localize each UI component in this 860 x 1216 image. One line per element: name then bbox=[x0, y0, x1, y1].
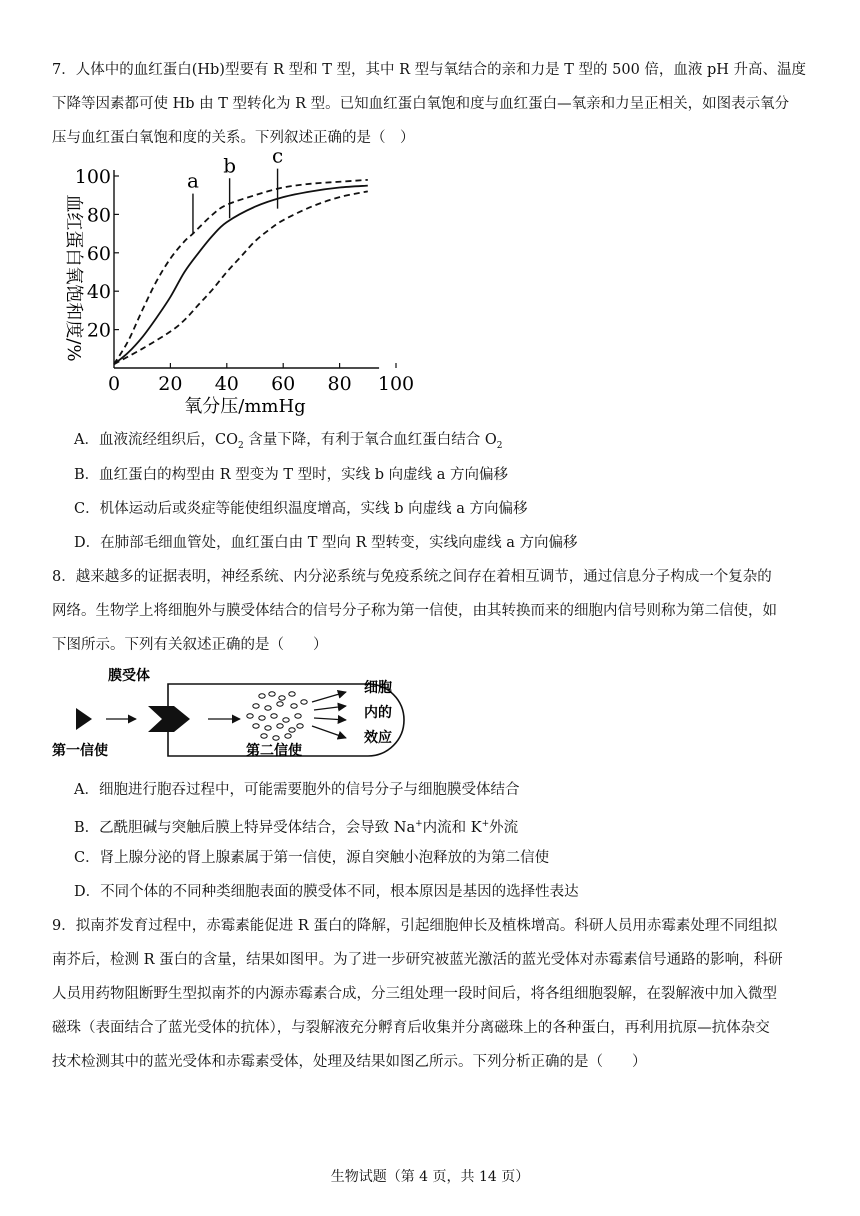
marker-label-b: b bbox=[223, 153, 237, 178]
q7-text-line-2: 下降等因素都可使 Hb 由 T 型转化为 R 型。已知血红蛋白氧饱和度与血红蛋白—氧亲和力呈正相关，如图表示氧分 bbox=[52, 96, 790, 112]
y-tick-label: 60 bbox=[86, 242, 111, 265]
second-messenger-dot bbox=[279, 696, 285, 700]
q7-option-a-sub: 2 bbox=[237, 440, 244, 451]
q8-option-b-pre: B．乙酰胆碱与突触后膜上特异受体结合，会导致 Na bbox=[74, 819, 416, 836]
q8-option-b-post: 外流 bbox=[489, 819, 519, 836]
series-line-b bbox=[114, 186, 368, 365]
second-messenger-dot bbox=[261, 734, 267, 738]
second-messenger-dot bbox=[289, 692, 295, 696]
x-tick-label: 100 bbox=[377, 373, 415, 395]
q9-text-line-5: 技术检测其中的蓝光受体和赤霉素受体，处理及结果如图乙所示。下列分析正确的是（ ） bbox=[52, 1054, 647, 1070]
q8-text-line-2: 网络。生物学上将细胞外与膜受体结合的信号分子称为第一信使，由其转换而来的细胞内信号则称为第二信使，如 bbox=[52, 603, 777, 619]
q8-option-c: C．肾上腺分泌的肾上腺素属于第一信使，源自突触小泡释放的为第二信使 bbox=[74, 850, 550, 866]
q8-text-line-3: 下图所示。下列有关叙述正确的是（ ） bbox=[52, 637, 328, 653]
x-tick-label: 40 bbox=[214, 373, 239, 395]
second-messenger-dot bbox=[265, 726, 271, 730]
q8-text-line-1: 8．越来越多的证据表明，神经系统、内分泌系统与免疫系统之间存在着相互调节，通过信息分子构成一个复杂的 bbox=[52, 569, 772, 585]
second-messenger-dot bbox=[259, 694, 265, 698]
second-messenger-dot bbox=[295, 714, 301, 718]
q7-option-a-pre: A．血液流经组织后，CO bbox=[74, 432, 238, 448]
second-messenger-diagram bbox=[50, 664, 430, 764]
marker-label-a: a bbox=[186, 168, 199, 193]
x-tick-label: 60 bbox=[271, 373, 296, 395]
second-messenger-dot bbox=[283, 718, 289, 722]
second-messenger-dot bbox=[265, 706, 271, 710]
second-messenger-dot bbox=[301, 700, 307, 704]
second-messenger-dot bbox=[269, 692, 275, 696]
second-messenger-dot bbox=[273, 736, 279, 740]
y-tick-label: 40 bbox=[86, 281, 111, 304]
q7-option-a bbox=[74, 430, 503, 456]
q9-text-line-3: 人员用药物阻断野生型拟南芥的内源赤霉素合成，分三组处理一段时间后，将各组细胞裂解，在裂解液中加入微型 bbox=[52, 986, 777, 1002]
second-messenger-dot bbox=[291, 704, 297, 708]
cell-effect-label-3: 效应 bbox=[364, 730, 392, 746]
q8-option-b bbox=[74, 814, 518, 838]
page-footer: 生物试题（第 4 页，共 14 页） bbox=[330, 1169, 530, 1185]
x-tick-label: 20 bbox=[158, 373, 183, 395]
q7-option-a-post: 含量下降，有利于氧合血红蛋白结合 O bbox=[243, 432, 497, 448]
marker-label-c: c bbox=[271, 143, 284, 168]
x-axis-label: 氧分压/mmHg bbox=[184, 396, 306, 417]
first-messenger-icon bbox=[76, 708, 92, 730]
second-messenger-dot bbox=[271, 714, 277, 718]
second-messenger-dot bbox=[253, 724, 259, 728]
q7-option-a-sub2: 2 bbox=[496, 440, 503, 451]
y-axis-label: 血红蛋白氧饱和度/% bbox=[63, 194, 84, 362]
first-messenger-label: 第一信使 bbox=[52, 743, 108, 759]
second-messenger-label: 第二信使 bbox=[246, 743, 302, 759]
q8-option-b-sup: + bbox=[415, 819, 423, 829]
q7-option-d: D．在肺部毛细血管处，血红蛋白由 T 型向 R 型转变，实线向虚线 a 方向偏移 bbox=[74, 535, 578, 551]
y-tick-label: 80 bbox=[86, 204, 111, 227]
y-tick-label: 20 bbox=[86, 319, 111, 342]
q7-text-line-1: 7．人体中的血红蛋白(Hb)型要有 R 型和 T 型，其中 R 型与氧结合的亲和力是 T 型的 500 倍，血液 pH 升高、温度 bbox=[52, 62, 807, 78]
q9-text-line-1: 9．拟南芥发育过程中，赤霉素能促进 R 蛋白的降解，引起细胞伸长及植株增高。科研人员用赤霉素处理不同组拟 bbox=[52, 918, 778, 934]
second-messenger-dot bbox=[247, 714, 253, 718]
q8-option-a: A．细胞进行胞吞过程中，可能需要胞外的信号分子与细胞膜受体结合 bbox=[74, 782, 520, 798]
second-messenger-dot bbox=[285, 734, 291, 738]
cell-effect-label-2: 内的 bbox=[364, 705, 392, 721]
q7-option-c: C．机体运动后或炎症等能使组织温度增高，实线 b 向虚线 a 方向偏移 bbox=[74, 501, 528, 517]
second-messenger-dot bbox=[259, 716, 265, 720]
second-messenger-dots bbox=[247, 692, 307, 740]
q8-option-d: D．不同个体的不同种类细胞表面的膜受体不同，根本原因是基因的选择性表达 bbox=[74, 884, 579, 900]
y-tick-label: 100 bbox=[74, 166, 111, 188]
membrane-receptor-label: 膜受体 bbox=[108, 668, 150, 684]
x-tick-label: 80 bbox=[327, 373, 352, 395]
series-line-c bbox=[114, 191, 368, 364]
second-messenger-dot bbox=[277, 724, 283, 728]
second-messenger-dot bbox=[277, 702, 283, 706]
oxygen-saturation-chart bbox=[48, 143, 428, 418]
q9-text-line-4: 磁珠（表面结合了蓝光受体的抗体），与裂解液充分孵育后收集并分离磁珠上的各种蛋白，再利用抗原—抗体杂交 bbox=[52, 1020, 770, 1036]
x-tick-label: 0 bbox=[107, 373, 121, 395]
cell-effect-label-1: 细胞 bbox=[364, 680, 392, 696]
q9-text-line-2: 南芥后，检测 R 蛋白的含量，结果如图甲。为了进一步研究被蓝光激活的蓝光受体对赤霉素信号通路的影响，科研 bbox=[52, 952, 783, 968]
second-messenger-dot bbox=[297, 724, 303, 728]
q7-option-b: B．血红蛋白的构型由 R 型变为 T 型时，实线 b 向虚线 a 方向偏移 bbox=[74, 467, 509, 483]
membrane-receptor-icon bbox=[148, 706, 190, 732]
q8-option-b-sup2: + bbox=[481, 819, 490, 829]
second-messenger-dot bbox=[289, 728, 295, 732]
q8-option-b-mid: 内流和 K bbox=[422, 819, 482, 836]
q7-text-line-3: 压与血红蛋白氧饱和度的关系。下列叙述正确的是（ ） bbox=[52, 130, 415, 146]
second-messenger-dot bbox=[253, 704, 259, 708]
series-line-a bbox=[114, 180, 368, 364]
